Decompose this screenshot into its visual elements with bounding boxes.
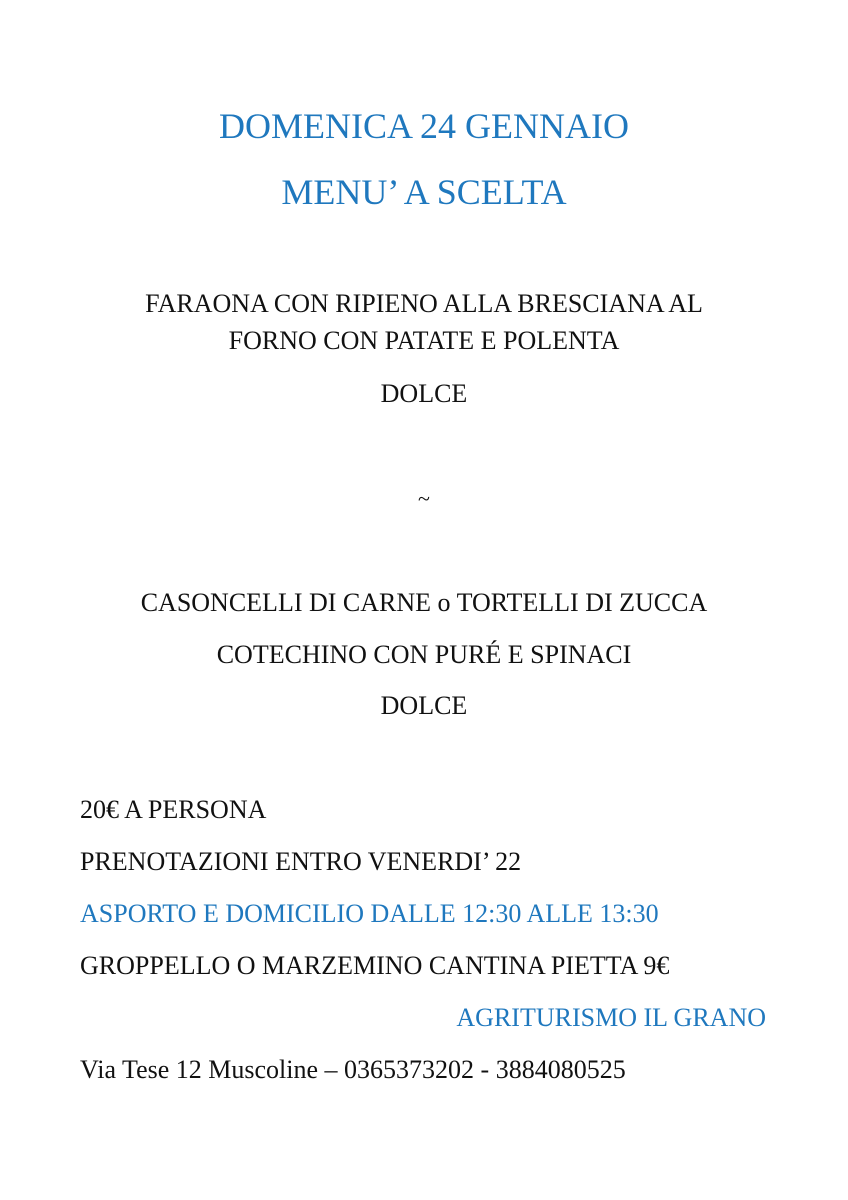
event-date-title: DOMENICA 24 GENNAIO [219, 106, 629, 146]
option-2-first-course: CASONCELLI DI CARNE o TORTELLI DI ZUCCA [140, 588, 708, 617]
business-name: AGRITURISMO IL GRANO [456, 1003, 766, 1032]
booking-deadline: PRENOTAZIONI ENTRO VENERDI’ 22 [80, 847, 522, 876]
option-2-dessert: DOLCE [380, 691, 468, 720]
menu-choice-title: MENU’ A SCELTA [281, 172, 567, 212]
option-1-dessert: DOLCE [380, 379, 468, 408]
option-2-main-course: COTECHINO CON PURÉ E SPINACI [216, 640, 632, 669]
wine-offer: GROPPELLO O MARZEMINO CANTINA PIETTA 9€ [80, 951, 670, 980]
takeaway-delivery-hours: ASPORTO E DOMICILIO DALLE 12:30 ALLE 13:30 [80, 899, 659, 928]
option-1-dish-line-1: FARAONA CON RIPIENO ALLA BRESCIANA AL [145, 289, 703, 318]
option-1-dish-line-2: FORNO CON PATATE E POLENTA [228, 326, 620, 355]
price-per-person: 20€ A PERSONA [80, 795, 267, 824]
address-phone: Via Tese 12 Muscoline – 0365373202 - 3884080525 [80, 1055, 626, 1084]
option-separator: ~ [418, 486, 430, 511]
